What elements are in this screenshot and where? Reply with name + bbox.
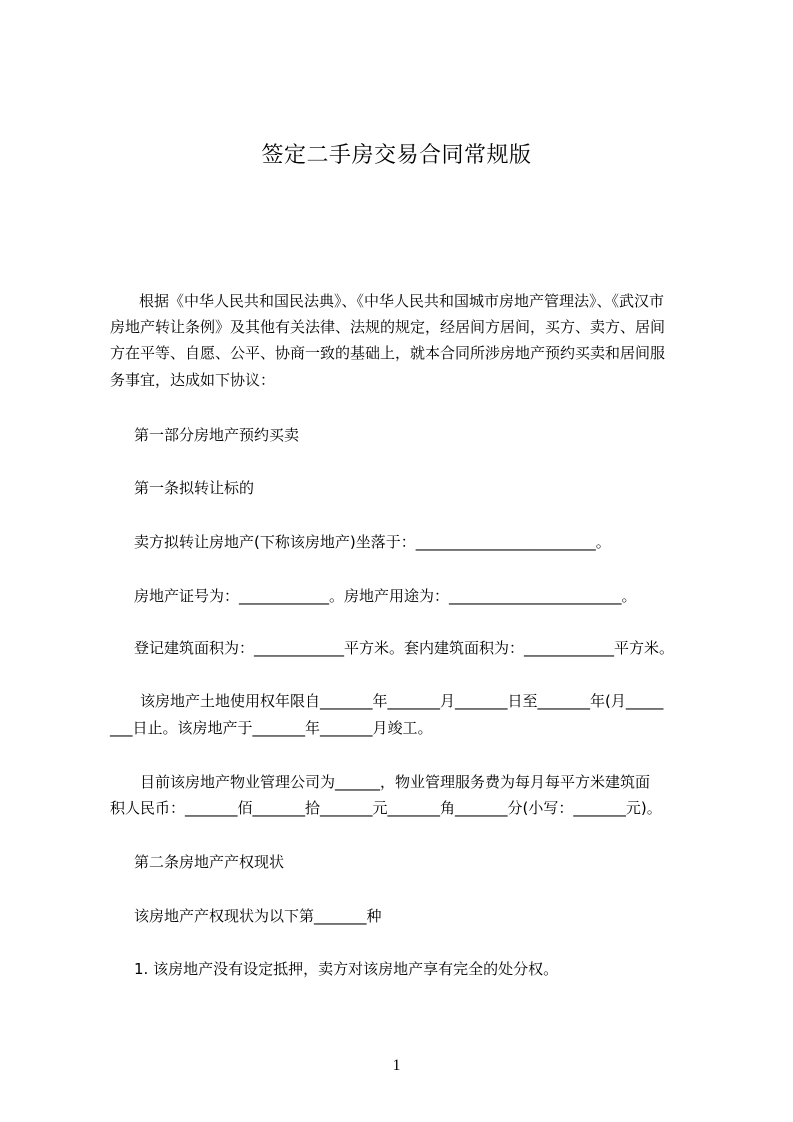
area-line: 登记建筑面积为：____________平方米。套内建筑面积为：____________平方米。 xyxy=(134,639,675,657)
paragraph-intro-line-3: 方在平等、自愿、公平、协商一致的基础上，就本合同所涉房地产预约买卖和居间服 xyxy=(110,344,666,362)
article-1-heading: 第一条拟转让标的 xyxy=(134,479,255,497)
property-location-line: 卖方拟转让房地产(下称该房地产)坐落于：________________________。 xyxy=(134,533,611,551)
article-2-heading: 第二条房地产产权现状 xyxy=(134,853,285,871)
paragraph-intro-line-4: 务事宜，达成如下协议： xyxy=(110,371,276,389)
document-title: 签定二手房交易合同常规版 xyxy=(261,143,532,168)
property-management-line-1: 目前该房地产物业管理公司为______，物业管理服务费为每月每平方米建筑面 xyxy=(140,773,651,791)
land-use-term-line-2: ___日止。该房地产于_______年_______月竣工。 xyxy=(110,719,433,737)
paragraph-intro-line-2: 房地产转让条例》及其他有关法律、法规的规定，经居间方居间，买方、卖方、居间 xyxy=(110,318,666,336)
status-option-1-line: 1. 该房地产没有设定抵押，卖方对该房地产享有完全的处分权。 xyxy=(134,960,559,978)
land-use-term-line-1: 该房地产土地使用权年限自_______年_______月_______日至_______年(月_____ xyxy=(140,692,664,710)
property-status-line: 该房地产产权现状为以下第_______种 xyxy=(134,907,382,925)
page-number: 1 xyxy=(392,1057,401,1074)
property-management-line-2: 积人民币：_______佰_______拾_______元_______角_______分(小写：_______元)。 xyxy=(110,799,662,817)
paragraph-intro-line-1: 根据《中华人民共和国民法典》、《中华人民共和国城市房地产管理法》、《武汉市 xyxy=(139,292,665,310)
certificate-and-use-line: 房地产证号为：____________。房地产用途为：_______________________。 xyxy=(134,587,637,605)
part-heading: 第一部分房地产预约买卖 xyxy=(134,426,300,444)
